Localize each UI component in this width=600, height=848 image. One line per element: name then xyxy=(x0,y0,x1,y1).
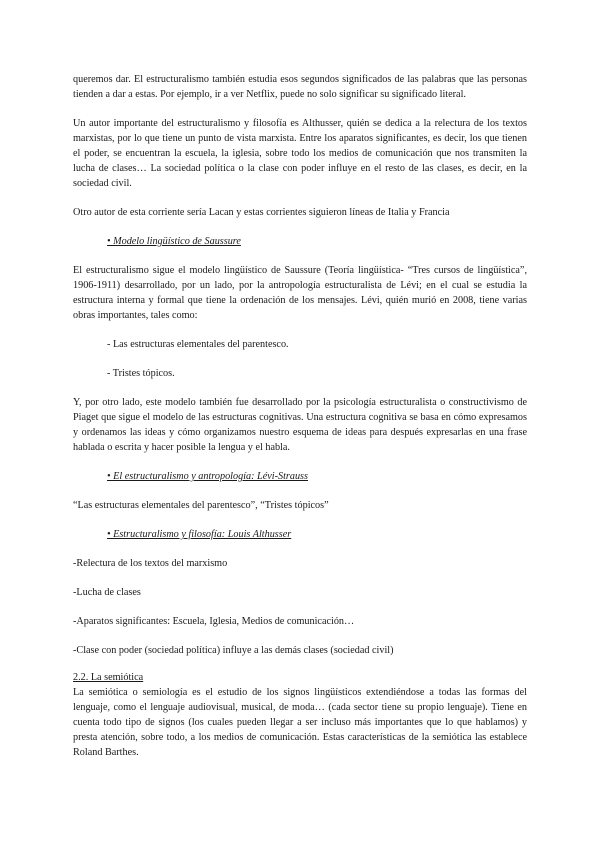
list-item-parentesco: - Las estructuras elementales del parentesco. xyxy=(107,339,289,350)
list-item-aparatos: -Aparatos significantes: Escuela, Iglesia, Medios de comunicación… xyxy=(73,616,355,627)
paragraph-semiotica: La semiótica o semiología es el estudio de los signos lingüísticos extendiéndose a todas las formas del lenguaje, como el lenguaje audiovisual, musical, de moda… (cada sector tiene su propio lenguaje). Tiene en cuenta todo tipo de signos (los cuales pueden llegar a ser incluso más importantes que lo que hablamos) y presta atención, sobre todo, a los medios de comunicación. Estas características de la semiótica las establece Roland Barthes. xyxy=(73,687,527,758)
paragraph-lacan: Otro autor de esta corriente sería Lacan y estas corrientes siguieron líneas de Italia y Francia xyxy=(73,207,450,218)
list-item-tristes: - Tristes tópicos. xyxy=(107,368,175,379)
paragraph-saussure: El estructuralismo sigue el modelo lingüístico de Saussure (Teoría lingüística- “Tres cursos de lingüística”, 1906-1911) desarrollado, por un lado, por la antropología estructuralista de Lévi; en el cual se estudia la estructura interna y formal que tiene la ordenación de los mensajes. Lévi, quién murió en 2008, tiene varias obras importantes, tales como: xyxy=(73,265,527,321)
paragraph-piaget: Y, por otro lado, este modelo también fue desarrollado por la psicología estructuralista o constructivismo de Piaget que sigue el modelo de las estructuras cognitivas. Una estructura cognitiva se basa en cómo expresamos y ordenamos las ideas y cómo organizamos nuestro esquema de ideas para después expresarlas en una frase hablada o escrita y hacer posible la lengua y el habla. xyxy=(73,397,527,453)
list-item-lucha: -Lucha de clases xyxy=(73,587,141,598)
paragraph-works: “Las estructuras elementales del parentesco”, “Tristes tópicos” xyxy=(73,500,329,511)
list-item-clase: -Clase con poder (sociedad política) influye a las demás clases (sociedad civil) xyxy=(73,645,394,656)
list-item-relectura: -Relectura de los textos del marxismo xyxy=(73,558,228,569)
heading-levi-strauss: • El estructuralismo y antropología: Lévi-Strauss xyxy=(107,471,308,482)
heading-althusser: • Estructuralismo y filosofía: Louis Althusser xyxy=(107,529,292,540)
paragraph-continuation: queremos dar. El estructuralismo también estudia esos segundos significados de las palabras que las personas tienden a dar a estas. Por ejemplo, ir a ver Netflix, puede no solo significar su significado literal. xyxy=(73,74,527,100)
paragraph-althusser: Un autor importante del estructuralismo y filosofía es Althusser, quién se dedica a la relectura de los textos marxistas, por lo que tiene un punto de vista marxista. Entre los aparatos significantes, es decir, los que tienen el poder, se encuentran la escuela, la iglesia, sobre todo los medios de comunicación que nos transmiten la lucha de clases… La sociedad política o la clase con poder influye en el resto de las clases, es decir, en la sociedad civil. xyxy=(73,118,527,189)
section-title-semiotica: 2.2. La semiótica xyxy=(73,672,144,683)
heading-saussure: • Modelo lingüístico de Saussure xyxy=(107,236,241,247)
